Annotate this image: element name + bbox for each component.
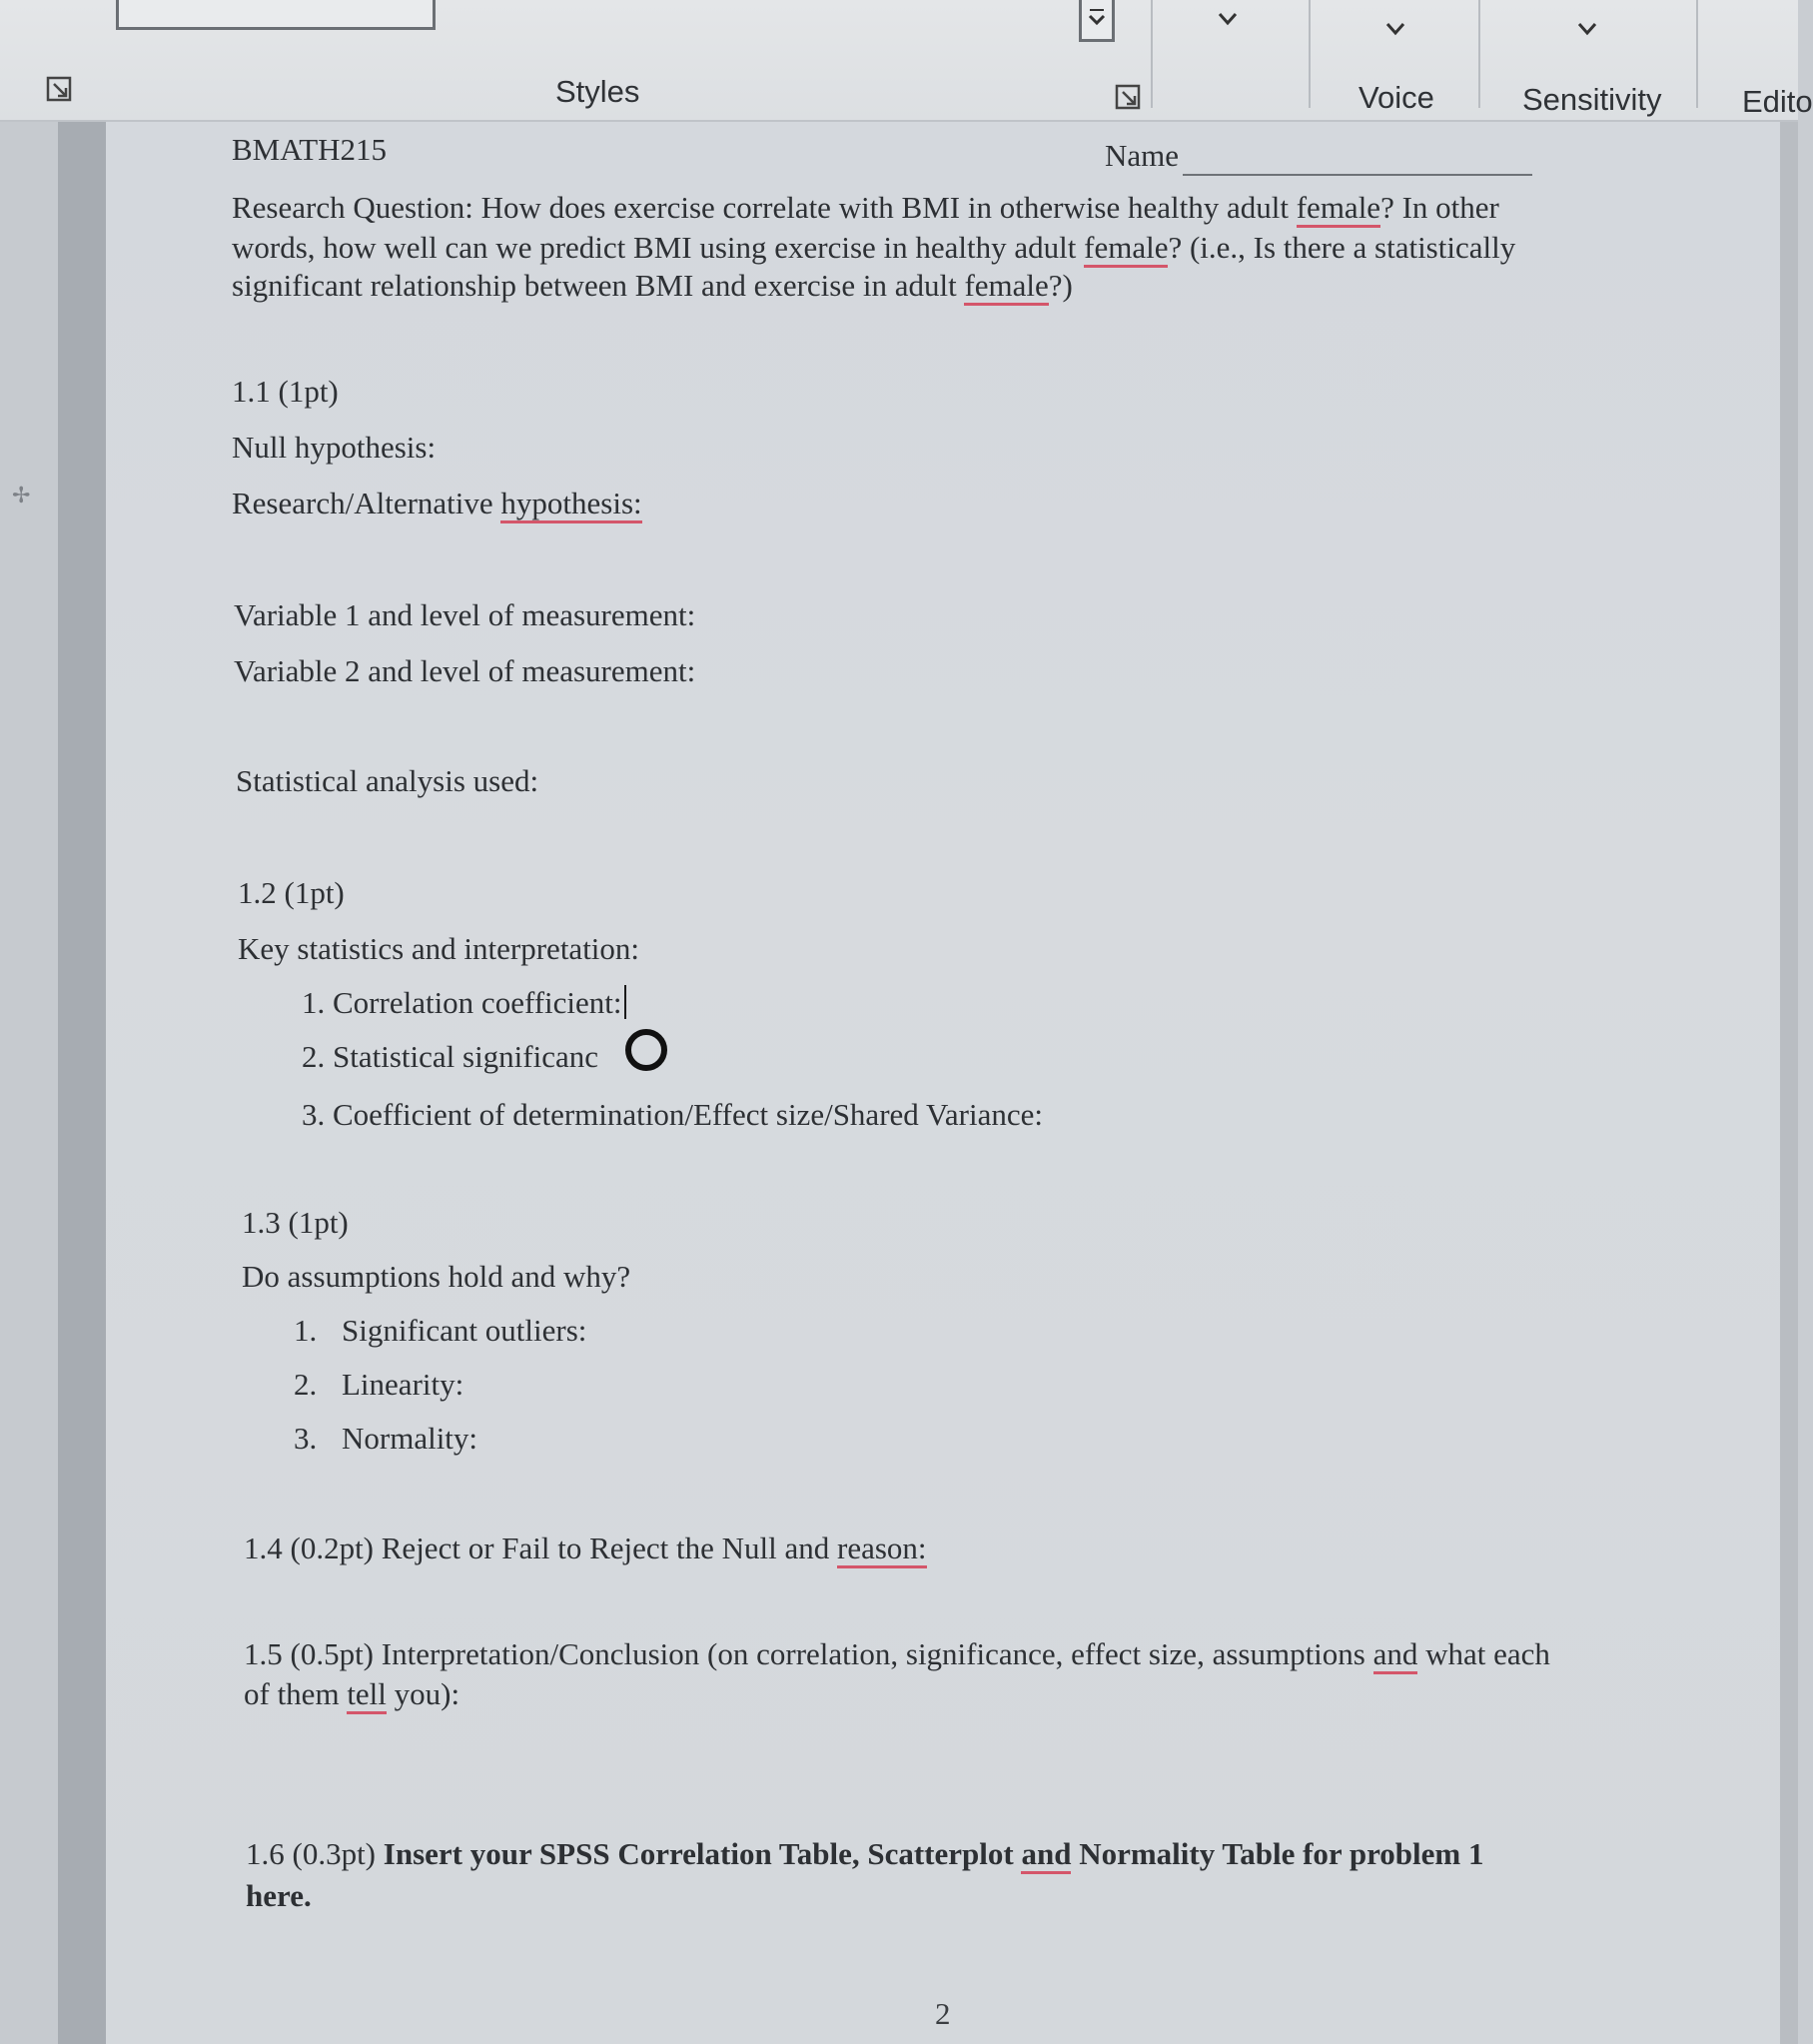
name-label: Name <box>1105 138 1180 173</box>
ribbon-separator <box>1696 0 1698 108</box>
spelling-flag[interactable]: female <box>964 268 1048 306</box>
section-1-5-line-1: 1.5 (0.5pt) Interpretation/Conclusion (on correlation, significance, effect size, assumptions and what each <box>244 1634 1550 1674</box>
page-left-margin <box>58 122 106 2044</box>
name-field-line[interactable] <box>1183 174 1532 176</box>
assumption-item-number: 3. <box>294 1421 318 1456</box>
ribbon-separator <box>1309 0 1311 108</box>
statistical-analysis-label: Statistical analysis used: <box>236 763 539 798</box>
assumption-item-number: 2. <box>294 1367 318 1402</box>
assumption-item-number: 1. <box>294 1313 318 1348</box>
spelling-flag[interactable]: hypothesis: <box>500 486 641 523</box>
grammar-flag[interactable]: reason: <box>837 1531 927 1568</box>
research-question-line-1: Research Question: How does exercise correlate with BMI in otherwise healthy adult female? In other <box>232 188 1499 228</box>
variable-1-label: Variable 1 and level of measurement: <box>234 597 696 632</box>
styles-gallery[interactable] <box>116 0 436 30</box>
sensitivity-group-label: Sensitivity <box>1522 82 1662 117</box>
document-page[interactable] <box>106 122 1780 2044</box>
spelling-flag[interactable]: female <box>1084 230 1168 268</box>
ribbon-separator <box>1478 0 1480 108</box>
voice-group-label: Voice <box>1359 80 1434 115</box>
sparkle-icon: ✢ <box>12 484 31 509</box>
grammar-flag[interactable]: tell <box>347 1676 387 1714</box>
dictate-dropdown-chevron-icon[interactable] <box>1384 20 1406 38</box>
editor-group-label: Edito <box>1742 84 1813 119</box>
section-1-4-text: 1.4 (0.2pt) Reject or Fail to Reject the Null and reason: <box>244 1529 927 1568</box>
chevron-down-icon <box>1086 7 1108 29</box>
course-code: BMATH215 <box>232 132 388 167</box>
normality-item: Normality: <box>342 1421 478 1456</box>
page-number: 2 <box>935 1996 951 2031</box>
correlation-coefficient-item[interactable]: 1. Correlation coefficient: <box>302 983 626 1023</box>
ribbon-separator <box>1151 0 1153 108</box>
section-1-3-heading: 1.3 (1pt) <box>242 1205 349 1240</box>
section-1-2-heading: 1.2 (1pt) <box>238 875 345 910</box>
key-statistics-label: Key statistics and interpretation: <box>238 931 640 966</box>
text-caret <box>624 985 626 1019</box>
styles-group-label: Styles <box>555 74 640 109</box>
research-question-line-2: words, how well can we predict BMI using exercise in healthy adult female? (i.e., Is there a statistically <box>232 228 1515 268</box>
section-1-6-line-2: here. <box>246 1878 312 1913</box>
page-right-margin <box>1780 122 1798 2044</box>
sensitivity-dropdown-chevron-icon[interactable] <box>1576 20 1598 38</box>
editing-dropdown-chevron-icon[interactable] <box>1217 10 1239 28</box>
coefficient-of-determination-item: 3. Coefficient of determination/Effect size/Shared Variance: <box>302 1097 1044 1132</box>
null-hypothesis-label: Null hypothesis: <box>232 430 437 465</box>
grammar-flag[interactable]: and <box>1373 1636 1418 1674</box>
spelling-flag[interactable]: female <box>1297 190 1380 228</box>
section-1-5-line-2: of them tell you): <box>244 1674 459 1714</box>
mouse-cursor-icon <box>625 1029 667 1071</box>
section-1-1-heading: 1.1 (1pt) <box>232 374 339 409</box>
statistical-significance-item: 2. Statistical significanc <box>302 1039 599 1074</box>
styles-gallery-more-button[interactable] <box>1079 0 1115 42</box>
alternative-hypothesis-label: Research/Alternative hypothesis: <box>232 484 642 523</box>
assumptions-label: Do assumptions hold and why? <box>242 1259 631 1294</box>
research-question-line-3: significant relationship between BMI and exercise in adult female?) <box>232 266 1073 306</box>
significant-outliers-item: Significant outliers: <box>342 1313 587 1348</box>
styles-dialog-launcher-icon[interactable] <box>1115 84 1141 110</box>
linearity-item: Linearity: <box>342 1367 464 1402</box>
grammar-flag[interactable]: and <box>1021 1836 1071 1874</box>
ribbon <box>0 0 1813 122</box>
variable-2-label: Variable 2 and level of measurement: <box>234 653 696 688</box>
navigation-strip <box>0 122 58 2044</box>
paragraph-dialog-launcher-icon[interactable] <box>46 76 72 102</box>
section-1-6-line-1: 1.6 (0.3pt) Insert your SPSS Correlation Table, Scatterplot and Normality Table for problem 1 <box>246 1834 1484 1874</box>
